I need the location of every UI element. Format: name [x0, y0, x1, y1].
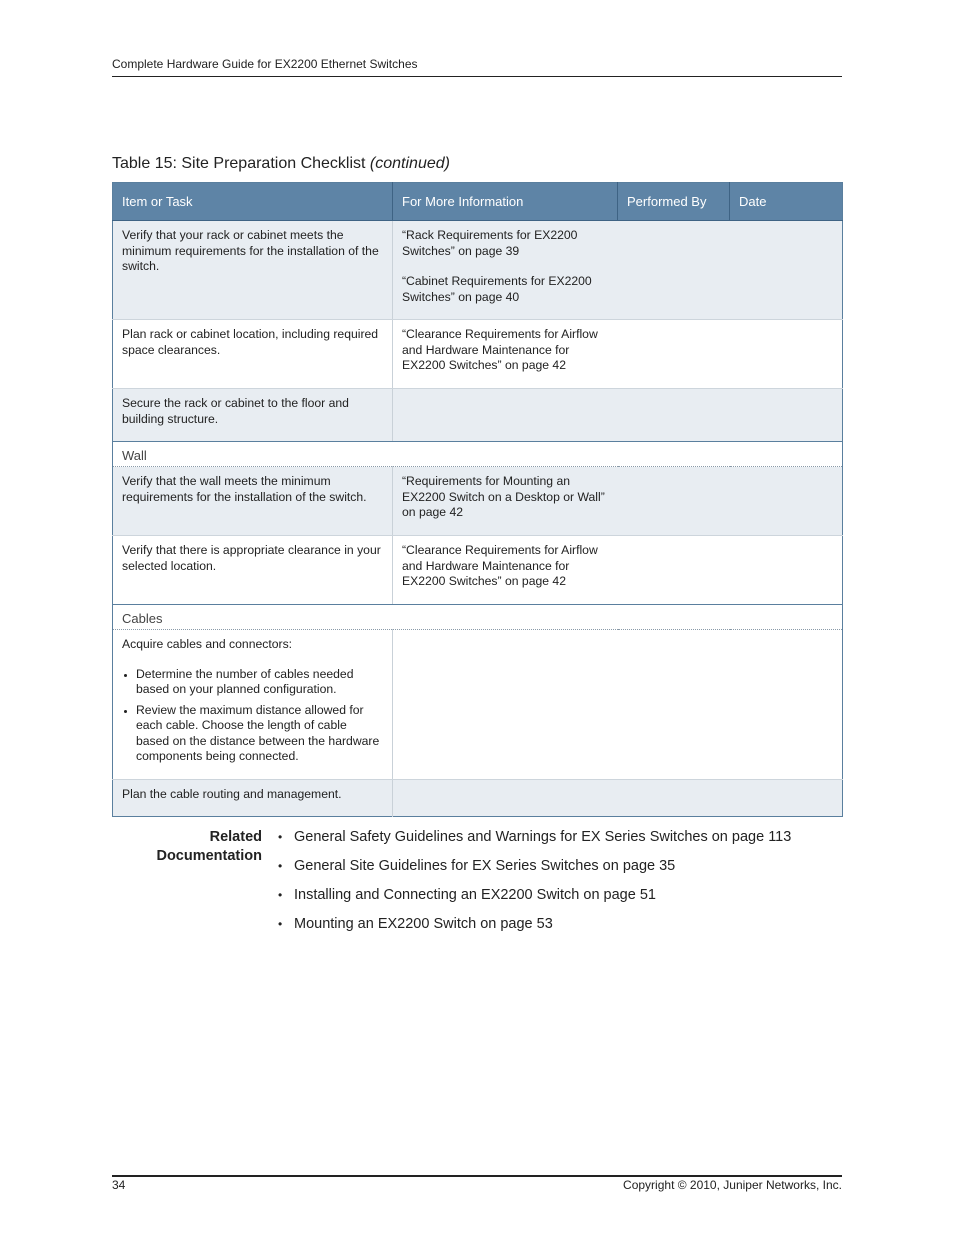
- column-header-performed-by: Performed By: [618, 183, 730, 221]
- table-header-row: [113, 183, 843, 221]
- section-heading-wall: Wall: [113, 442, 843, 467]
- table-row: [113, 467, 843, 536]
- task-cell: Plan rack or cabinet location, including required space clearances.: [113, 320, 393, 389]
- info-cell: [393, 630, 618, 780]
- date-cell: [730, 320, 843, 389]
- table-row: [113, 630, 843, 780]
- task-cell: Acquire cables and connectors: • Determine the number of cables needed based on your planned configuration. • Review the maximum distance allowed for each cable. Choose the length of cable based on the distance between the hardware components being connected.: [113, 630, 393, 780]
- site-preparation-checklist-table: [112, 182, 843, 817]
- reference-link[interactable]: “Clearance Requirements for Airflow and Hardware Maintenance for EX2200 Switches” on page 42: [402, 327, 598, 372]
- related-link[interactable]: • Installing and Connecting an EX2200 Switch on page 51: [278, 887, 656, 903]
- copyright-notice: Copyright © 2010, Juniper Networks, Inc.: [623, 1178, 842, 1192]
- table-row: [113, 221, 843, 320]
- info-cell: [393, 779, 618, 816]
- reference-link[interactable]: “Cabinet Requirements for EX2200 Switches” on page 40: [402, 274, 592, 304]
- section-heading-row: [113, 442, 843, 467]
- related-documentation-label: Related Documentation: [156, 829, 262, 864]
- acquire-cables-list: [122, 667, 383, 765]
- task-cell: Verify that there is appropriate clearance in your selected location.: [113, 536, 393, 605]
- bullet-icon: •: [278, 830, 283, 844]
- date-cell: [730, 779, 843, 816]
- performed-by-cell: [618, 320, 730, 389]
- date-cell: [730, 467, 843, 536]
- info-cell: [393, 389, 618, 442]
- performed-by-cell: [618, 221, 730, 320]
- date-cell: [730, 630, 843, 780]
- task-cell: Plan the cable routing and management.: [113, 779, 393, 816]
- bullet-icon: •: [278, 917, 283, 931]
- related-link[interactable]: • Mounting an EX2200 Switch on page 53: [278, 916, 553, 932]
- list-item: • Review the maximum distance allowed for each cable. Choose the length of cable based on the distance between the hardware components being connected.: [136, 703, 383, 765]
- performed-by-cell: [618, 630, 730, 780]
- table-row: [113, 536, 843, 605]
- reference-link[interactable]: “Clearance Requirements for Airflow and Hardware Maintenance for EX2200 Switches” on page 42: [402, 543, 598, 588]
- running-header: Complete Hardware Guide for EX2200 Ethernet Switches: [112, 57, 418, 71]
- task-cell: Verify that the wall meets the minimum requirements for the installation of the switch.: [113, 467, 393, 536]
- performed-by-cell: [618, 467, 730, 536]
- column-header-for-more-information: For More Information: [393, 183, 618, 221]
- reference-link[interactable]: “Rack Requirements for EX2200 Switches” on page 39: [402, 228, 578, 258]
- table-row: [113, 320, 843, 389]
- date-cell: [730, 389, 843, 442]
- info-cell: [393, 536, 618, 605]
- task-cell: Secure the rack or cabinet to the floor and building structure.: [113, 389, 393, 442]
- header-rule: [112, 76, 842, 77]
- info-cell: [393, 320, 618, 389]
- related-link[interactable]: • General Site Guidelines for EX Series Switches on page 35: [278, 858, 676, 874]
- section-heading-cables: Cables: [113, 605, 843, 630]
- page-number: 34: [112, 1178, 126, 1192]
- related-link[interactable]: • General Safety Guidelines and Warnings for EX Series Switches on page 113: [278, 829, 792, 845]
- column-header-item-or-task: Item or Task: [113, 183, 393, 221]
- performed-by-cell: [618, 389, 730, 442]
- date-cell: [730, 536, 843, 605]
- info-cell: [393, 467, 618, 536]
- table-title-suffix: (continued): [369, 155, 450, 172]
- info-cell: [393, 221, 618, 320]
- related-documentation-list: [278, 828, 791, 944]
- section-heading-row: [113, 605, 843, 630]
- performed-by-cell: [618, 536, 730, 605]
- performed-by-cell: [618, 779, 730, 816]
- task-cell: Verify that your rack or cabinet meets the minimum requirements for the installation of the switch.: [113, 221, 393, 320]
- table-row: [113, 779, 843, 816]
- footer-rule: [112, 1175, 842, 1177]
- date-cell: [730, 221, 843, 320]
- list-item: • Determine the number of cables needed based on your planned configuration.: [136, 667, 383, 698]
- bullet-icon: •: [278, 859, 283, 873]
- reference-link[interactable]: “Requirements for Mounting an EX2200 Switch on a Desktop or Wall” on page 42: [402, 474, 605, 519]
- table-row: [113, 389, 843, 442]
- table-title-text: Table 15: Site Preparation Checklist: [112, 155, 366, 172]
- table-title: [112, 155, 450, 173]
- bullet-icon: •: [278, 888, 283, 902]
- column-header-date: Date: [730, 183, 843, 221]
